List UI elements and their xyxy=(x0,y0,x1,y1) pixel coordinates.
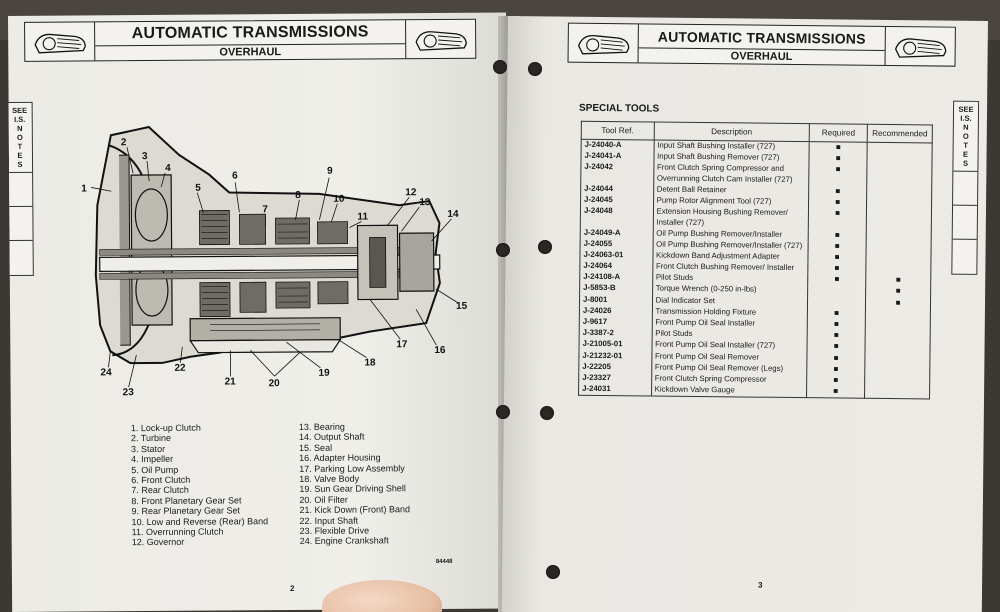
tab-cell xyxy=(953,172,977,206)
recommended-cell xyxy=(867,154,932,166)
legend-item: 17. Parking Low Assembly xyxy=(299,462,405,474)
manual-page-right xyxy=(502,16,988,612)
callout-14: 14 xyxy=(447,208,459,220)
recommended-cell xyxy=(865,320,930,332)
required-cell: ■ xyxy=(808,263,866,275)
tool-description-cell: Pump Rotor Alignment Tool (727) xyxy=(653,195,809,208)
recommended-cell xyxy=(865,376,930,388)
legend-item: 24. Engine Crankshaft xyxy=(299,535,389,547)
header-title: AUTOMATIC TRANSMISSIONS xyxy=(639,24,885,51)
tab-text: I.S. xyxy=(14,114,26,124)
required-cell: ■ xyxy=(807,353,865,365)
required-cell: ■ xyxy=(809,164,867,186)
tab-cell xyxy=(9,241,33,275)
tool-description-cell: Input Shaft Bushing Remover (727) xyxy=(654,151,810,164)
tool-description-cell: Front Pump Oil Seal Installer (727) xyxy=(652,340,808,353)
required-cell: ■ xyxy=(809,142,867,154)
callout-7: 7 xyxy=(262,204,268,216)
page-number: 2 xyxy=(289,584,295,594)
tab-text: N xyxy=(963,122,969,132)
tool-ref-cell: J-24064 xyxy=(580,261,653,273)
tool-description-cell: Front Clutch Bushing Remover/ Installer xyxy=(652,262,808,275)
header-subtitle: OVERHAUL xyxy=(730,50,793,63)
required-cell: ■ xyxy=(807,364,865,376)
recommended-cell: ■ xyxy=(866,275,931,287)
transmission-icon xyxy=(569,24,639,63)
tool-description-cell: Front Clutch Spring Compressor xyxy=(651,374,807,387)
callout-2: 2 xyxy=(120,137,127,149)
callout-8: 8 xyxy=(295,189,301,201)
callout-3: 3 xyxy=(141,151,148,163)
binder-hole xyxy=(540,406,554,420)
tool-description-cell: Oil Pump Bushing Remover/Installer xyxy=(653,228,809,241)
recommended-cell xyxy=(867,186,932,198)
recommended-cell xyxy=(865,309,930,321)
tool-description-cell: Pilot Studs xyxy=(652,329,808,342)
callout-24: 24 xyxy=(100,367,112,379)
required-cell: ■ xyxy=(808,230,866,242)
header-subtitle: OVERHAUL xyxy=(219,46,282,59)
callout-19: 19 xyxy=(318,367,330,379)
legend-item: 10. Low and Reverse (Rear) Band xyxy=(131,515,269,527)
legend-item: 16. Adapter Housing xyxy=(299,452,381,464)
manual-page-left xyxy=(8,13,510,612)
legend-item: 2. Turbine xyxy=(130,433,172,444)
legend-item: 18. Valve Body xyxy=(299,473,360,485)
callout-12: 12 xyxy=(405,187,417,199)
required-cell: ■ xyxy=(809,186,867,198)
legend-column-2 xyxy=(299,421,410,547)
legend-item: 19. Sun Gear Driving Shell xyxy=(299,483,406,495)
recommended-cell xyxy=(866,253,931,265)
tab-text: SEE xyxy=(12,105,28,115)
required-cell: ■ xyxy=(807,386,865,398)
recommended-cell xyxy=(866,264,931,276)
legend-item: 15. Seal xyxy=(298,442,333,453)
tool-description-cell: Front Pump Oil Seal Remover (Legs) xyxy=(651,362,807,375)
special-tools-table xyxy=(578,121,933,400)
callout-10: 10 xyxy=(333,193,345,205)
required-cell: ■ xyxy=(809,197,867,209)
legend-item: 21. Kick Down (Front) Band xyxy=(299,504,411,516)
legend-item: 1. Lock-up Clutch xyxy=(130,422,201,434)
recommended-cell xyxy=(865,387,930,399)
tool-ref-cell: J-24026 xyxy=(579,306,652,318)
tab-text: S xyxy=(962,158,969,168)
column-header: Recommended xyxy=(867,124,932,143)
tab-text: N xyxy=(17,123,23,133)
callout-23: 23 xyxy=(122,387,134,399)
legend-item: 20. Oil Filter xyxy=(299,494,348,505)
required-cell: ■ xyxy=(809,153,867,165)
binder-hole xyxy=(538,240,552,254)
legend-item: 4. Impeller xyxy=(131,454,174,465)
tool-description-cell: Transmission Holding Fixture xyxy=(652,306,808,319)
binder-hole xyxy=(546,565,560,579)
tab-text: E xyxy=(963,149,969,159)
table-row xyxy=(579,384,930,399)
tool-ref-cell: J-24031 xyxy=(579,384,652,396)
column-header: Tool Ref. xyxy=(581,121,654,140)
binder-hole xyxy=(496,405,510,419)
legend-column-1 xyxy=(131,422,268,548)
legend-item: 11. Overrunning Clutch xyxy=(131,526,224,538)
transmission-cutaway-diagram xyxy=(69,113,491,416)
callout-20: 20 xyxy=(268,378,280,390)
legend-item: 22. Input Shaft xyxy=(299,515,359,526)
tool-ref-cell: J-24048 xyxy=(580,206,653,228)
legend-item: 12. Governor xyxy=(131,537,185,548)
callout-11: 11 xyxy=(357,211,369,223)
tab-text: O xyxy=(16,132,23,142)
tool-ref-cell: J-22205 xyxy=(579,362,652,374)
legend-item: 14. Output Shaft xyxy=(298,431,365,443)
tool-ref-cell: J-24044 xyxy=(581,183,654,195)
required-cell: ■ xyxy=(808,274,866,286)
tool-description-cell: Dial Indicator Set xyxy=(652,295,808,308)
recommended-cell xyxy=(866,209,931,231)
tool-ref-cell: J-24063-01 xyxy=(580,250,653,262)
tab-text: I.S. xyxy=(960,113,972,123)
transmission-icon xyxy=(885,27,955,66)
tool-ref-cell: J-21005-01 xyxy=(579,339,652,351)
required-cell xyxy=(808,297,866,309)
see-is-notes-tab xyxy=(951,101,979,275)
tool-description-cell: Front Clutch Spring Compressor and Overrunning Clutch Cam Installer (727) xyxy=(653,163,809,186)
tab-text: T xyxy=(17,141,23,151)
tool-ref-cell: J-24042 xyxy=(581,162,654,184)
required-cell: ■ xyxy=(807,375,865,387)
binder-hole xyxy=(528,62,542,76)
legend-item: 8. Front Planetary Gear Set xyxy=(131,495,242,506)
tool-description-cell: Extension Housing Bushing Remover/ Installer (727) xyxy=(653,206,809,229)
binder-hole xyxy=(496,243,510,257)
recommended-cell xyxy=(865,353,930,365)
callout-1: 1 xyxy=(81,183,87,195)
legend-item: 6. Front Clutch xyxy=(131,474,191,486)
tab-cell xyxy=(8,207,32,241)
transmission-icon xyxy=(25,22,95,60)
legend-item: 7. Rear Clutch xyxy=(131,485,189,496)
callout-9: 9 xyxy=(327,165,333,177)
required-cell: ■ xyxy=(808,208,866,230)
callout-22: 22 xyxy=(174,362,186,374)
recommended-cell xyxy=(867,142,932,154)
callout-17: 17 xyxy=(396,339,408,351)
callout-4: 4 xyxy=(165,162,171,174)
tool-ref-cell: J-24040-A xyxy=(581,139,654,151)
tab-text: O xyxy=(962,131,969,141)
tab-text: T xyxy=(963,140,969,150)
legend-item: 5. Oil Pump xyxy=(131,464,179,475)
required-cell: ■ xyxy=(808,252,866,264)
page-header xyxy=(568,23,956,67)
tool-description-cell: Kickdown Band Adjustment Adapter xyxy=(653,250,809,263)
callout-18: 18 xyxy=(364,357,376,369)
transmission-icon xyxy=(405,20,475,58)
tool-ref-cell: J-3387-2 xyxy=(579,328,652,340)
callout-5: 5 xyxy=(195,182,201,194)
required-cell: ■ xyxy=(807,330,865,342)
tool-description-cell: Front Pump Oil Seal Installer xyxy=(652,318,808,331)
tool-ref-cell: J-24108-A xyxy=(580,272,653,284)
column-header: Description xyxy=(654,122,810,142)
callout-21: 21 xyxy=(224,376,236,388)
recommended-cell xyxy=(865,342,930,354)
tool-description-cell: Torque Wrench (0-250 in-lbs) xyxy=(652,284,808,297)
page-header xyxy=(24,19,476,62)
tab-text: SEE xyxy=(958,104,974,114)
callout-13: 13 xyxy=(419,197,431,209)
tool-ref-cell: J-23327 xyxy=(579,373,652,385)
tool-ref-cell: J-24055 xyxy=(580,239,653,251)
tool-description-cell: Kickdown Valve Gauge xyxy=(651,385,807,398)
tool-description-cell: Front Pump Oil Seal Remover xyxy=(651,351,807,364)
recommended-cell: ■ xyxy=(866,286,931,298)
recommended-cell xyxy=(865,331,930,343)
tab-cell xyxy=(8,173,32,207)
tool-description-cell: Pilot Studs xyxy=(652,273,808,286)
callout-16: 16 xyxy=(434,344,446,357)
recommended-cell xyxy=(867,198,932,210)
tool-ref-cell: J-24041-A xyxy=(581,151,654,163)
tool-description-cell: Input Shaft Bushing Installer (727) xyxy=(654,140,810,153)
tool-description-cell: Detent Ball Retainer xyxy=(653,184,809,197)
legend-item: 3. Stator xyxy=(130,443,166,454)
legend-item: 23. Flexible Drive xyxy=(299,525,370,537)
tab-cell xyxy=(952,240,976,274)
recommended-cell xyxy=(866,230,931,242)
tool-ref-cell: J-24045 xyxy=(581,195,654,207)
legend-item: 13. Bearing xyxy=(298,421,345,432)
section-title: SPECIAL TOOLS xyxy=(578,102,660,115)
required-cell: ■ xyxy=(807,342,865,354)
tool-ref-cell: J-8001 xyxy=(579,294,652,306)
recommended-cell: ■ xyxy=(866,297,931,309)
required-cell xyxy=(808,286,866,298)
tool-ref-cell: J-5853-B xyxy=(580,283,653,295)
tab-text: E xyxy=(17,150,23,160)
callout-15: 15 xyxy=(455,300,468,312)
figure-reference: 84448 xyxy=(435,558,453,566)
required-cell: ■ xyxy=(808,241,866,253)
tool-ref-cell: J-9617 xyxy=(579,317,652,329)
binder-hole xyxy=(493,60,507,74)
tab-cell xyxy=(953,206,977,240)
callout-6: 6 xyxy=(232,170,238,182)
column-header: Required xyxy=(809,124,867,143)
tool-description-cell: Oil Pump Bushing Remover/Installer (727) xyxy=(653,239,809,252)
tool-ref-cell: J-24049-A xyxy=(580,227,653,239)
recommended-cell xyxy=(866,241,931,253)
recommended-cell xyxy=(865,365,930,377)
tab-text: S xyxy=(17,159,23,169)
required-cell: ■ xyxy=(807,319,865,331)
header-title: AUTOMATIC TRANSMISSIONS xyxy=(95,20,405,46)
page-number: 3 xyxy=(758,580,763,590)
required-cell: ■ xyxy=(807,308,865,320)
recommended-cell xyxy=(867,165,932,187)
legend-item: 9. Rear Planetary Gear Set xyxy=(131,505,241,517)
see-is-notes-tab xyxy=(8,102,34,276)
tool-ref-cell: J-21232-01 xyxy=(579,350,652,362)
